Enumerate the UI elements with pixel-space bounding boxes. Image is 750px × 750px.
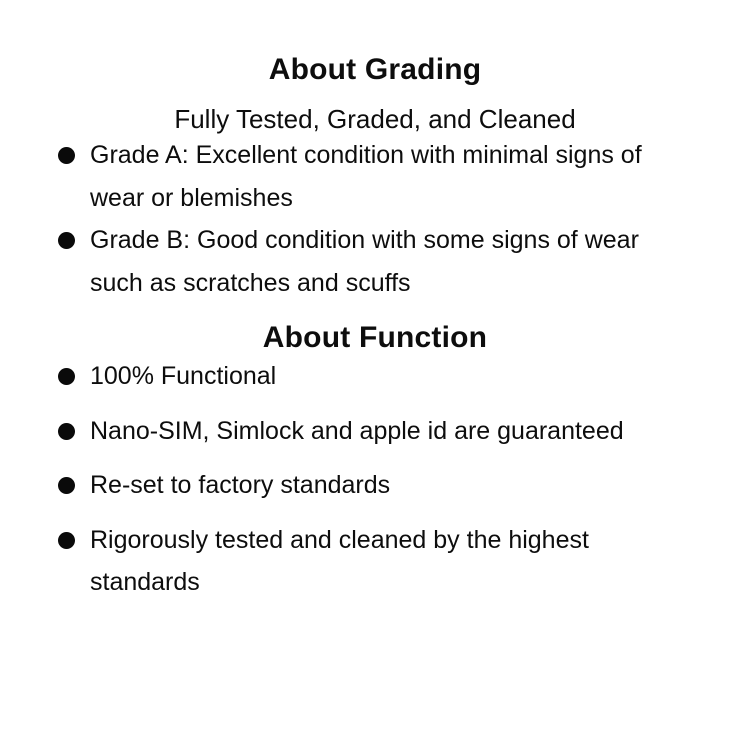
list-item	[58, 134, 655, 219]
list-item-text: Grade B: Good condition with some signs of wear such as scratches and scuffs	[90, 226, 639, 297]
list-item-text: 100% Functional	[90, 362, 277, 390]
list-item	[58, 519, 655, 604]
bullet-icon	[58, 532, 75, 549]
list-item	[58, 355, 655, 398]
list-item	[58, 410, 655, 453]
list-item-text: Nano-SIM, Simlock and apple id are guaranteed	[90, 416, 624, 445]
function-section-title: About Function	[262, 321, 488, 354]
list-item	[58, 464, 655, 507]
grading-subtitle: Fully Tested, Graded, and Cleaned	[174, 104, 576, 134]
list-item-text: Rigorously tested and cleaned by the highest standards	[90, 525, 589, 596]
list-item-text: Grade A: Excellent condition with minimal signs of wear or blemishes	[90, 141, 642, 212]
list-item	[58, 219, 655, 304]
list-item-text: Re-set to factory standards	[90, 471, 391, 499]
grading-section-title: About Grading	[268, 53, 482, 86]
bullet-icon	[58, 232, 75, 249]
bullet-icon	[58, 147, 75, 164]
bullet-icon	[58, 423, 75, 440]
grading-list	[58, 134, 658, 304]
bullet-icon	[58, 368, 75, 385]
bullet-icon	[58, 477, 75, 494]
function-list	[58, 355, 658, 604]
